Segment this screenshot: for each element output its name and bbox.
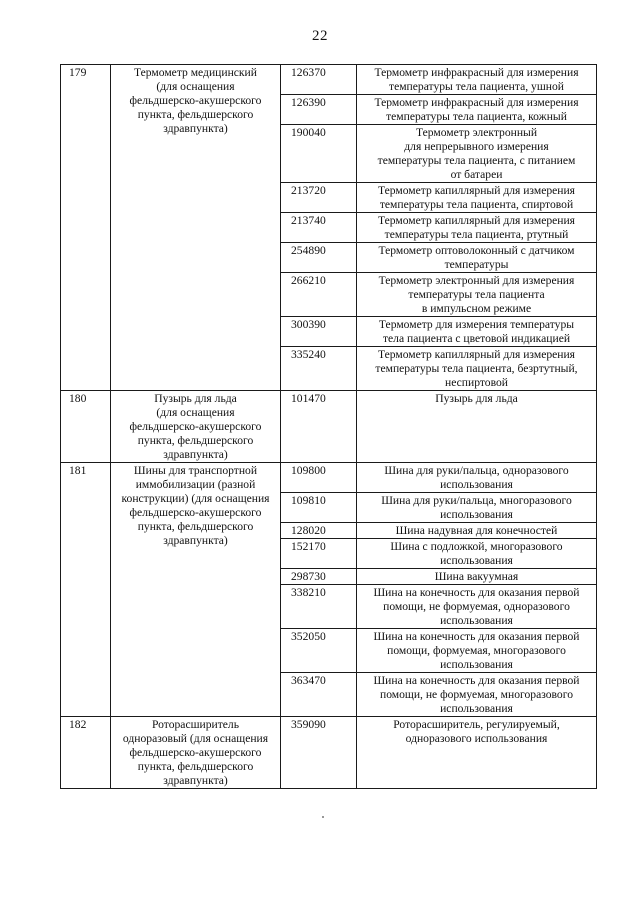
- equipment-table-body: [61, 65, 597, 789]
- item-number-cell: 181: [61, 463, 111, 717]
- product-description-cell: Шина на конечность для оказания первой помощи, не формуемая, одноразового использования: [357, 585, 597, 629]
- product-description-cell: Термометр электронный для непрерывного измерения температуры тела пациента, с питанием от батареи: [357, 125, 597, 183]
- product-code-cell: 338210: [281, 585, 357, 629]
- product-code-cell: 254890: [281, 243, 357, 273]
- product-description-cell: Шина на конечность для оказания первой помощи, не формуемая, многоразового использования: [357, 673, 597, 717]
- product-description-cell: Шина вакуумная: [357, 569, 597, 585]
- table-row: [61, 463, 597, 493]
- page-number: 22: [312, 28, 328, 44]
- product-code-cell: 126390: [281, 95, 357, 125]
- product-description-cell: Пузырь для льда: [357, 391, 597, 463]
- product-code-cell: 128020: [281, 523, 357, 539]
- product-code-cell: 109800: [281, 463, 357, 493]
- product-code-cell: 126370: [281, 65, 357, 95]
- product-code-cell: 213740: [281, 213, 357, 243]
- product-description-cell: Шина для руки/пальца, многоразового использования: [357, 493, 597, 523]
- product-description-cell: Термометр электронный для измерения температуры тела пациента в импульсном режиме: [357, 273, 597, 317]
- item-number-cell: 179: [61, 65, 111, 391]
- product-description-cell: Термометр капиллярный для измерения температуры тела пациента, безртутный, неспиртовой: [357, 347, 597, 391]
- product-code-cell: 109810: [281, 493, 357, 523]
- product-description-cell: Шина на конечность для оказания первой помощи, формуемая, многоразового использования: [357, 629, 597, 673]
- product-code-cell: 359090: [281, 717, 357, 789]
- table-row: [61, 391, 597, 463]
- product-code-cell: 363470: [281, 673, 357, 717]
- item-name-cell: Шины для транспортной иммобилизации (разной конструкции) (для оснащения фельдшерско-акушерского пункта, фельдшерского здравпункта): [111, 463, 281, 717]
- product-description-cell: Термометр инфракрасный для измерения температуры тела пациента, ушной: [357, 65, 597, 95]
- product-code-cell: 190040: [281, 125, 357, 183]
- product-description-cell: Шина надувная для конечностей: [357, 523, 597, 539]
- item-name-cell: Роторасширитель одноразовый (для оснащения фельдшерско-акушерского пункта, фельдшерского здравпункта): [111, 717, 281, 789]
- product-description-cell: Роторасширитель, регулируемый, одноразового использования: [357, 717, 597, 789]
- product-code-cell: 352050: [281, 629, 357, 673]
- product-code-cell: 213720: [281, 183, 357, 213]
- product-code-cell: 101470: [281, 391, 357, 463]
- scan-speck: [322, 816, 324, 818]
- product-description-cell: Шина для руки/пальца, одноразового использования: [357, 463, 597, 493]
- item-number-cell: 182: [61, 717, 111, 789]
- product-code-cell: 335240: [281, 347, 357, 391]
- product-code-cell: 300390: [281, 317, 357, 347]
- product-description-cell: Термометр оптоволоконный с датчиком температуры: [357, 243, 597, 273]
- equipment-table: [60, 64, 597, 789]
- item-number-cell: 180: [61, 391, 111, 463]
- table-row: [61, 65, 597, 95]
- item-name-cell: Термометр медицинский (для оснащения фельдшерско-акушерского пункта, фельдшерского здравпункта): [111, 65, 281, 391]
- product-description-cell: Термометр капиллярный для измерения температуры тела пациента, спиртовой: [357, 183, 597, 213]
- product-code-cell: 298730: [281, 569, 357, 585]
- product-description-cell: Термометр инфракрасный для измерения температуры тела пациента, кожный: [357, 95, 597, 125]
- table-row: [61, 717, 597, 789]
- product-code-cell: 266210: [281, 273, 357, 317]
- product-description-cell: Термометр капиллярный для измерения температуры тела пациента, ртутный: [357, 213, 597, 243]
- product-description-cell: Термометр для измерения температуры тела пациента с цветовой индикацией: [357, 317, 597, 347]
- product-code-cell: 152170: [281, 539, 357, 569]
- product-description-cell: Шина с подложкой, многоразового использования: [357, 539, 597, 569]
- item-name-cell: Пузырь для льда (для оснащения фельдшерско-акушерского пункта, фельдшерского здравпункта): [111, 391, 281, 463]
